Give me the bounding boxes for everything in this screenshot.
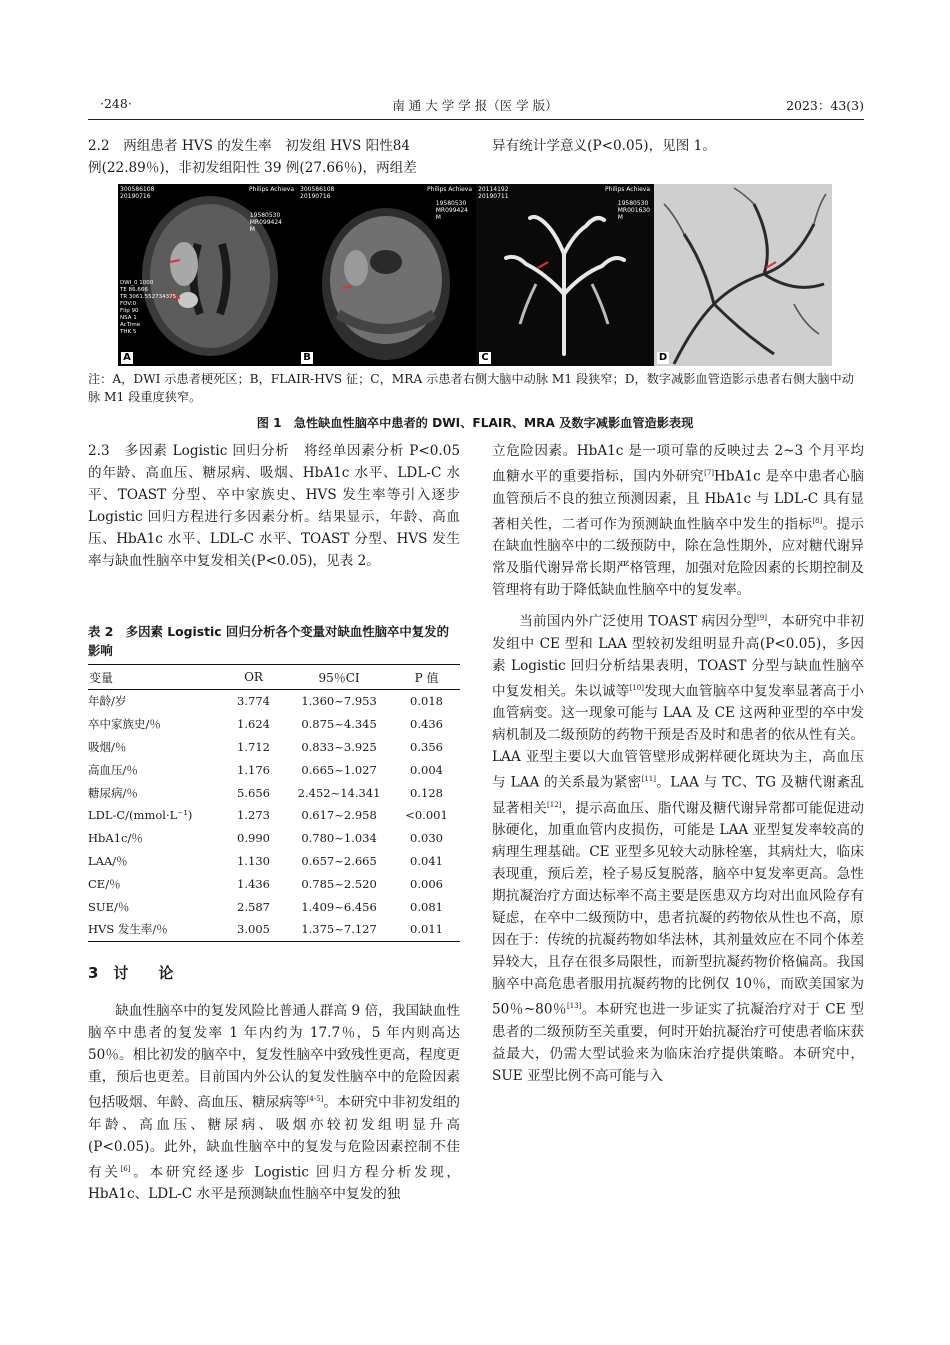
table-header-or: OR: [222, 665, 285, 690]
panel-label-d: D: [658, 352, 668, 363]
section-3-paragraph: [88, 1000, 460, 1205]
table-row: [88, 736, 460, 759]
table-cell: 0.617~2.958: [301, 808, 377, 823]
citation: [13]: [566, 1002, 582, 1011]
table-header-row: [88, 665, 460, 690]
panel-a-side-text: 19580530 MR099424 M: [249, 212, 282, 233]
table-row: [88, 827, 460, 850]
panel-b-side-text: 19580530 MR099424 M: [435, 200, 468, 221]
table-cell: 0.657~2.665: [301, 853, 377, 868]
table-row: [88, 850, 460, 873]
table-cell: SUE/％: [88, 899, 130, 914]
right-text-1c: 。提示在缺血性脑卒中的二级预防中，除在急性期外，应对糖代谢异常及脂代谢异常长期严格管理，加强对危险因素的长期控制及管理将有助于降低缺血性脑卒中的复发率。: [492, 516, 865, 599]
table-header-p: P 值: [393, 665, 460, 690]
table-cell: 吸烟/％: [88, 739, 127, 754]
volume-info: 2023：43(3): [786, 98, 864, 113]
figure-panel-c: [476, 184, 654, 366]
table-cell: 0.011: [393, 918, 460, 941]
table-cell: 1.712: [237, 739, 270, 754]
figure-panel-a: [118, 184, 298, 366]
table-cell: 0.030: [410, 831, 443, 846]
table-cell: 3.774: [237, 694, 270, 709]
right-text-2d: 。LAA 与 TC、TG 及糖代谢紊乱显著相关: [492, 774, 864, 817]
table-cell: 0.436: [410, 717, 443, 732]
section-2-2-heading: 2.2 两组患者 HVS 的发生率: [88, 138, 272, 154]
table-row: [88, 895, 460, 918]
panel-label-b: B: [301, 352, 313, 364]
table-cell: 1.375~7.127: [285, 918, 393, 941]
citation: [8]: [812, 516, 823, 525]
table-cell: 5.656: [237, 785, 270, 800]
figure-note: 注：A，DWI 示患者梗死区；B，FLAIR-HVS 征；C，MRA 示患者右侧大脑中动脉 M1 段狭窄；D，数字减影血管造影示患者右侧大脑中动脉 M1 段重度狭窄。: [88, 372, 854, 404]
table-row: [88, 918, 460, 941]
table-cell: HbA1c/％: [88, 831, 143, 846]
table-cell: 1.360~7.953: [301, 694, 377, 709]
journal-title: 南 通 大 学 学 报（医 学 版）: [392, 98, 558, 113]
table-cell: 2.587: [237, 899, 270, 914]
table-cell: 糖尿病/％: [88, 785, 138, 800]
panel-c-brand: Philips Achieva: [605, 186, 650, 193]
header-rule: [88, 119, 864, 120]
table-header-ci: 95％CI: [285, 665, 393, 690]
table-row: [88, 713, 460, 736]
table-cell: 1.624: [237, 717, 270, 732]
table-row: [88, 758, 460, 781]
table-cell: 1.130: [237, 853, 270, 868]
table-cell: LDL-C/(mmol·L⁻¹): [88, 808, 193, 823]
table-cell: 1.273: [237, 808, 270, 823]
panel-a-bottom-text: DWI_0 1000 TE 86.666 TR 3061.552734375 FOV:0 Flip 90 NSA 1 AcTime THK 5: [120, 280, 177, 335]
table-row: [88, 690, 460, 713]
table-cell: 0.004: [410, 762, 443, 777]
right-text-1b: HbA1c 是卒中患者心脑血管预后不良的独立预测因素，且 HbA1c 与 LDL-C 具有显著相关性，二者可作为预测缺血性脑卒中发生的指标: [492, 468, 864, 533]
panel-c-top-text: 20114192 20190711: [478, 186, 509, 200]
panel-a-brand: Philips Achieva: [249, 186, 294, 193]
citation: [7]: [704, 469, 715, 477]
section-2-2: [88, 135, 460, 179]
section-2-2-text-1: 初发组 HVS 阳性84: [285, 138, 411, 154]
right-text-2b: ，本研究中非初发组中 CE 型和 LAA 型较初发组明显升高(P<0.05)，多因素 Logistic 回归分析结果表明，TOAST 分型与缺血性脑卒中复发相关。朱以诚等: [492, 613, 864, 700]
table-cell: 2.452~14.341: [297, 785, 381, 800]
table-cell: 0.875~4.345: [301, 717, 377, 732]
citation: [11]: [641, 775, 656, 784]
table-cell: 高血压/％: [88, 762, 138, 777]
table-2: [88, 664, 460, 942]
dsa-angiography-image: [654, 184, 832, 366]
section-2-2-right: 异有统计学意义(P<0.05)，见图 1。: [492, 138, 716, 154]
table-row: [88, 872, 460, 895]
section-2-2-text-2: 例(22.89％)，非初发组阳性 39 例(27.66％)，两组差: [88, 160, 417, 176]
table-cell: 1.409~6.456: [301, 899, 377, 914]
citation: [6]: [120, 1164, 131, 1173]
figure-panel-b: [298, 184, 476, 366]
panel-label-c: C: [479, 352, 491, 364]
table-cell: <0.001: [405, 808, 448, 823]
table-2-caption: 表 2 多因素 Logistic 回归分析各个变量对缺血性脑卒中复发的影响: [88, 624, 449, 658]
table-cell: 3.005: [222, 918, 285, 941]
citation: [10]: [629, 683, 644, 692]
section-2-3: [88, 440, 460, 572]
table-cell: 年龄/岁: [88, 694, 127, 709]
citation: [9]: [757, 614, 767, 623]
table-cell: 0.780~1.034: [301, 831, 377, 846]
panel-a-top-text: 300586108 20190716: [120, 186, 155, 200]
citation: [4-5]: [306, 1095, 324, 1103]
panel-b-brand: Philips Achieva: [427, 186, 472, 193]
table-cell: 1.436: [237, 876, 270, 891]
figure-panel-d: [654, 184, 832, 366]
figure-caption: 图 1 急性缺血性脑卒中患者的 DWI、FLAIR、MRA 及数字减影血管造影表现: [256, 416, 694, 430]
section-3-heading: 3 讨 论: [88, 964, 174, 982]
table-header-variable: 变量: [88, 665, 222, 690]
table-cell: 0.785~2.520: [301, 876, 377, 891]
table-cell: 0.833~3.925: [301, 739, 377, 754]
table-cell: CE/％: [88, 876, 121, 891]
section-2-3-heading: 2.3 多因素 Logistic 回归分析: [88, 443, 290, 459]
citation: [12]: [547, 800, 562, 809]
table-cell: 0.018: [410, 694, 443, 709]
table-cell: 0.006: [410, 876, 443, 891]
table-cell: 卒中家族史/％: [88, 717, 161, 732]
table-cell: 0.128: [410, 785, 443, 800]
page-number: ·248·: [100, 96, 132, 111]
table-cell: 0.356: [410, 739, 443, 754]
panel-label-a: A: [121, 352, 133, 364]
table-cell: LAA/％: [88, 853, 128, 868]
section-3-text-b: 。本研究中非初发组的年龄、高血压、糖尿病、吸烟亦较初发组明显升高(P<0.05)。此外，缺血性脑卒中的复发与危险因素控制不佳有关: [88, 1094, 460, 1181]
table-cell: 1.176: [237, 762, 270, 777]
right-text-1a: 立危险因素。HbA1c 是一项可靠的反映过去 2~3 个月平均血糖水平的重要指标，国内外研究: [492, 443, 864, 485]
table-cell: 0.041: [410, 853, 443, 868]
section-2-3-text: 将经单因素分析 P<0.05 的年龄、高血压、糖尿病、吸烟、HbA1c 水平、LDL-C 水平、TOAST 分型、卒中家族史、HVS 发生率等引入逐步 Logistic 回归方程进行多因素分析。结果显示，年龄、高血压、HbA1c 水平、LDL-C 水平、TOAST 分型、HVS 发生率与缺血性脑卒中复发相关(P<0.05)，见表 2。: [88, 443, 461, 569]
table-cell: 0.665~1.027: [301, 762, 377, 777]
right-text-2a: 当前国内外广泛使用 TOAST 病因分型: [519, 613, 758, 630]
section-3-text-c: 。本研究经逐步 Logistic 回归方程分析发现，HbA1c、LDL-C 水平是预测缺血性脑卒中复发的独: [88, 1164, 461, 1203]
table-cell: 0.990: [237, 831, 270, 846]
right-text-2f: 。本研究也进一步证实了抗凝治疗对于 CE 型患者的二级预防至关重要，何时开始抗凝治疗可使患者临床获益最大，仍需大型试验来为临床治疗提供策略。本研究中，SUE 亚型比例不高可能与入: [492, 1001, 864, 1084]
right-column: [492, 440, 864, 1087]
table-cell: 0.081: [410, 899, 443, 914]
panel-c-side-text: 19580530 MR001630 M: [617, 200, 650, 221]
right-text-2c: 发现大血管脑卒中复发率显著高于小血管病变。这一现象可能与 LAA 及 CE 这两种亚型的卒中发病机制及二级预防的药物干预是否及时和患者的依从性有关。LAA 亚型主要以大血管管壁形成粥样硬化斑块为主，高血压与 LAA 的关系最为紧密: [492, 683, 865, 791]
table-row: [88, 804, 460, 827]
table-row: [88, 781, 460, 804]
section-3-text-a: 缺血性脑卒中的复发风险比普通人群高 9 倍，我国缺血性脑卒中患者的复发率 1 年内约为 17.7％，5 年内则高达 50％。相比初发的脑卒中，复发性脑卒中致残性更高，程度更重，预后也更差。目前国内外公认的复发性脑卒中的危险因素包括吸烟、年龄、高血压、糖尿病等: [88, 1003, 460, 1111]
right-text-2e: ，提示高血压、脂代谢及糖代谢异常都可能促进动脉硬化，加重血管内皮损伤，可能是 LAA 亚型复发率较高的病理生理基础。CE 亚型多见较大动脉栓塞，其病灶大，临床表现重，预后差，栓子易反复脱落，脑卒中复发率更高。急性期抗凝治疗方面达标率不高主要是医患双方均对出血风险存有疑虑，在卒中二级预防中，患者抗凝的药物依从性也不高，原因在于：传统的抗凝药物如华法林，其剂量效应在不同个体差异较大，且存在很多局限性，而新型抗凝药物价格偏高。我国脑卒中高危患者服用抗凝药物的比例仅 10％，而欧美国家为 50％~80％: [492, 800, 865, 1018]
panel-b-top-text: 300586108 20190716: [300, 186, 335, 200]
table-cell: HVS 发生率/％: [88, 918, 222, 941]
